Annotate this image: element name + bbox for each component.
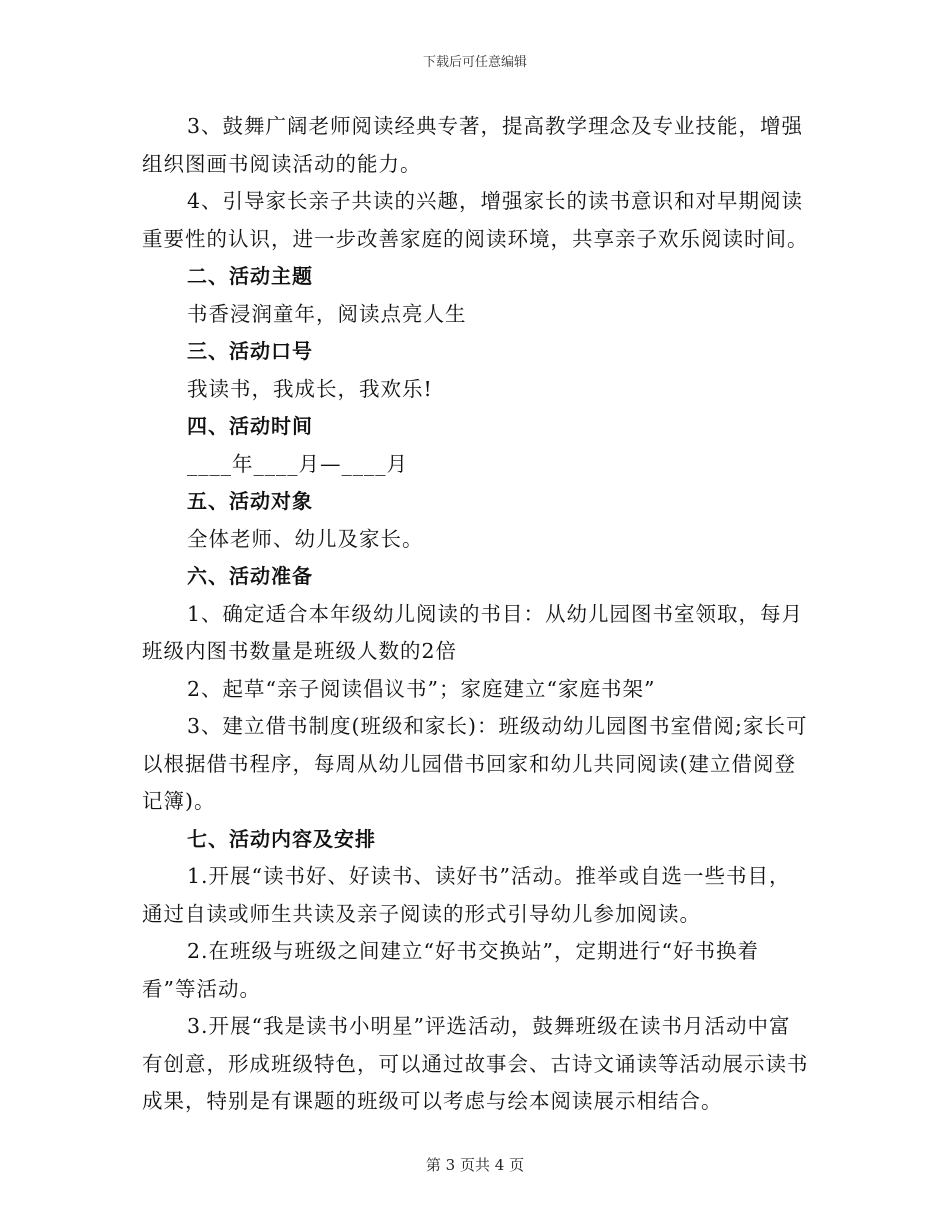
section-heading: 七、活动内容及安排 [187,826,376,851]
section-heading: 二、活动主题 [187,264,313,288]
section-heading: 五、活动对象 [187,489,313,513]
paragraph: 3.开展“我是读书小明星”评选活动，鼓舞班级在读书月活动中富有创意，形成班级特色，可以通过故事会、古诗文诵读等活动展示读书成果，特别是有课题的班级可以考虑与绘本阅读展示相结合。 [142,1014,809,1113]
paragraph: 3、鼓舞广阔老师阅读经典专著，提高教学理念及专业技能，增强组织图画书阅读活动的能力。 [142,114,804,176]
document-body [142,108,810,1121]
page-number: 第 3 页共 4 页 [425,1156,525,1174]
paragraph: 1.开展“读书好、好读书、读好书”活动。推举或自选一些书目，通过自读或师生共读及亲子阅读的形式引导幼儿参加阅读。 [142,864,791,926]
paragraph: 2.在班级与班级之间建立“好书交换站”，定期进行“好书换着看”等活动。 [142,939,759,1001]
paragraph: 3、建立借书制度(班级和家长)：班级动幼儿园图书室借阅;家长可以根据借书程序，每周从幼儿园借书回家和幼儿共同阅读(建立借阅登记簿)。 [142,714,808,813]
section-heading: 六、活动准备 [187,564,313,588]
paragraph: 全体老师、幼儿及家长。 [187,526,424,551]
paragraph: 书香浸润童年，阅读点亮人生 [187,301,467,326]
paragraph: ____年____月—____月 [187,451,408,476]
paragraph: 我读书，我成长，我欢乐! [187,376,433,401]
page-header: 下载后可任意编辑 [422,55,527,70]
section-heading: 四、活动时间 [187,414,313,438]
paragraph: 4、引导家长亲子共读的兴趣，增强家长的读书意识和对早期阅读重要性的认识，进一步改善家庭的阅读环境，共享亲子欢乐阅读时间。 [142,189,809,251]
paragraph: 1、确定适合本年级幼儿阅读的书目：从幼儿园图书室领取，每月班级内图书数量是班级人数的2倍 [142,601,804,663]
section-heading: 三、活动口号 [187,339,313,363]
paragraph: 2、起草“亲子阅读倡议书”；家庭建立“家庭书架” [187,676,656,701]
